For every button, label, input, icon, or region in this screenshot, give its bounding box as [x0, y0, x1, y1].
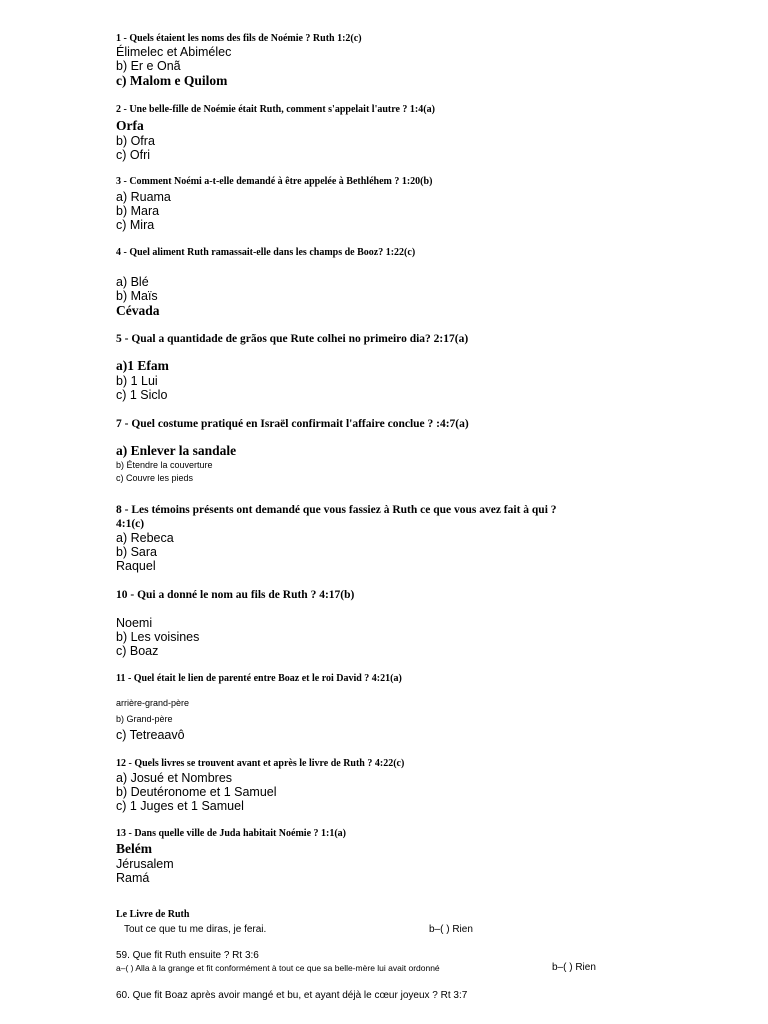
answer-option: a) Josué et Nombres	[116, 771, 233, 785]
answer-option: b) Maïs	[116, 289, 158, 303]
question-59: 59. Que fit Ruth ensuite ? Rt 3:6	[116, 950, 259, 961]
answer-option: b) Mara	[116, 204, 160, 218]
answer-option: c) 1 Siclo	[116, 388, 168, 402]
answer-row	[116, 923, 736, 937]
answer-option: b) Grand-père	[116, 714, 173, 724]
question-text: 13 - Dans quelle ville de Juda habitait Noémie ? 1:1(a)	[116, 828, 346, 839]
question-text: 12 - Quels livres se trouvent avant et après le livre de Ruth ? 4:22(c)	[116, 758, 405, 769]
answer-option: b) Étendre la couverture	[116, 460, 213, 470]
answer-option: Noemi	[116, 616, 153, 630]
answer-option: a) Blé	[116, 275, 149, 289]
answer-option-a: a–( ) Alla à la grange et fit conformément à tout ce que sa belle-mère lui avait ordonné	[116, 963, 440, 973]
answer-option-correct: a) Enlever la sandale	[116, 443, 237, 458]
answer-option: b) Les voisines	[116, 630, 200, 644]
answer-option: Raquel	[116, 559, 156, 573]
answer-option: Élimelec et Abimélec	[116, 45, 232, 59]
answer-option: c) Boaz	[116, 644, 159, 658]
question-block-10	[116, 588, 736, 658]
answer-option: a) Rebeca	[116, 531, 174, 545]
question-block-13	[116, 827, 736, 885]
question-block-2	[116, 103, 736, 162]
answer-option: arrière-grand-père	[116, 698, 190, 708]
answer-choice: b–( ) Rien	[429, 924, 473, 935]
answer-row-59	[116, 962, 736, 974]
question-text: 11 - Quel était le lien de parenté entre Boaz et le roi David ? 4:21(a)	[116, 673, 402, 684]
question-block-4	[116, 246, 736, 319]
question-text: 5 - Qual a quantidade de grãos que Rute colhei no primeiro dia? 2:17(a)	[116, 333, 469, 345]
question-60: 60. Que fit Boaz après avoir mangé et bu, et ayant déjà le cœur joyeux ? Rt 3:7	[116, 990, 468, 1001]
answer-option-correct: a)1 Efam	[116, 358, 169, 373]
question-block-8	[116, 503, 576, 573]
question-text: 7 - Quel costume pratiqué en Israël confirmait l'affaire conclue ? :4:7(a)	[116, 418, 469, 430]
answer-text: Tout ce que tu me diras, je ferai.	[124, 924, 267, 935]
section-title: Le Livre de Ruth	[116, 909, 190, 920]
answer-option-correct: c) Malom e Quilom	[116, 73, 228, 88]
answer-option-correct: Cévada	[116, 303, 160, 318]
question-text: 1 - Quels étaient les noms des fils de Noémie ? Ruth 1:2(c)	[116, 33, 362, 44]
answer-option: c) Couvre les pieds	[116, 473, 194, 483]
answer-option: b) Er e Onã	[116, 59, 181, 73]
answer-option: b) 1 Lui	[116, 374, 158, 388]
question-block-7	[116, 417, 736, 485]
question-text: 10 - Qui a donné le nom au fils de Ruth ? 4:17(b)	[116, 589, 355, 601]
answer-option: c) Mira	[116, 218, 155, 232]
question-block-5	[116, 332, 736, 402]
answer-option-correct: Orfa	[116, 118, 144, 133]
book-section	[116, 908, 736, 1002]
question-text: 2 - Une belle-fille de Noémie était Ruth, comment s'appelait l'autre ? 1:4(a)	[116, 104, 435, 115]
question-block-1	[116, 32, 736, 89]
answer-option: Jérusalem	[116, 857, 174, 871]
answer-option: Ramá	[116, 871, 150, 885]
answer-option: b) Deutéronome et 1 Samuel	[116, 785, 277, 799]
question-block-11	[116, 672, 736, 742]
question-text: 8 - Les témoins présents ont demandé que vous fassiez à Ruth ce que vous avez fait à qui ? 4:1(c)	[116, 504, 557, 530]
answer-option: c) Tetreaavô	[116, 728, 185, 742]
answer-option: b) Ofra	[116, 134, 155, 148]
answer-option: b) Sara	[116, 545, 157, 559]
question-text: 4 - Quel aliment Ruth ramassait-elle dans les champs de Booz? 1:22(c)	[116, 247, 416, 258]
answer-option: c) 1 Juges et 1 Samuel	[116, 799, 244, 813]
answer-option-correct: Belém	[116, 841, 152, 856]
question-block-12	[116, 757, 736, 813]
answer-option: a) Ruama	[116, 190, 171, 204]
answer-option-b: b–( ) Rien	[552, 962, 596, 973]
answer-option: c) Ofri	[116, 148, 151, 162]
question-text: 3 - Comment Noémi a-t-elle demandé à être appelée à Bethléhem ? 1:20(b)	[116, 176, 433, 187]
question-block-3	[116, 175, 736, 232]
